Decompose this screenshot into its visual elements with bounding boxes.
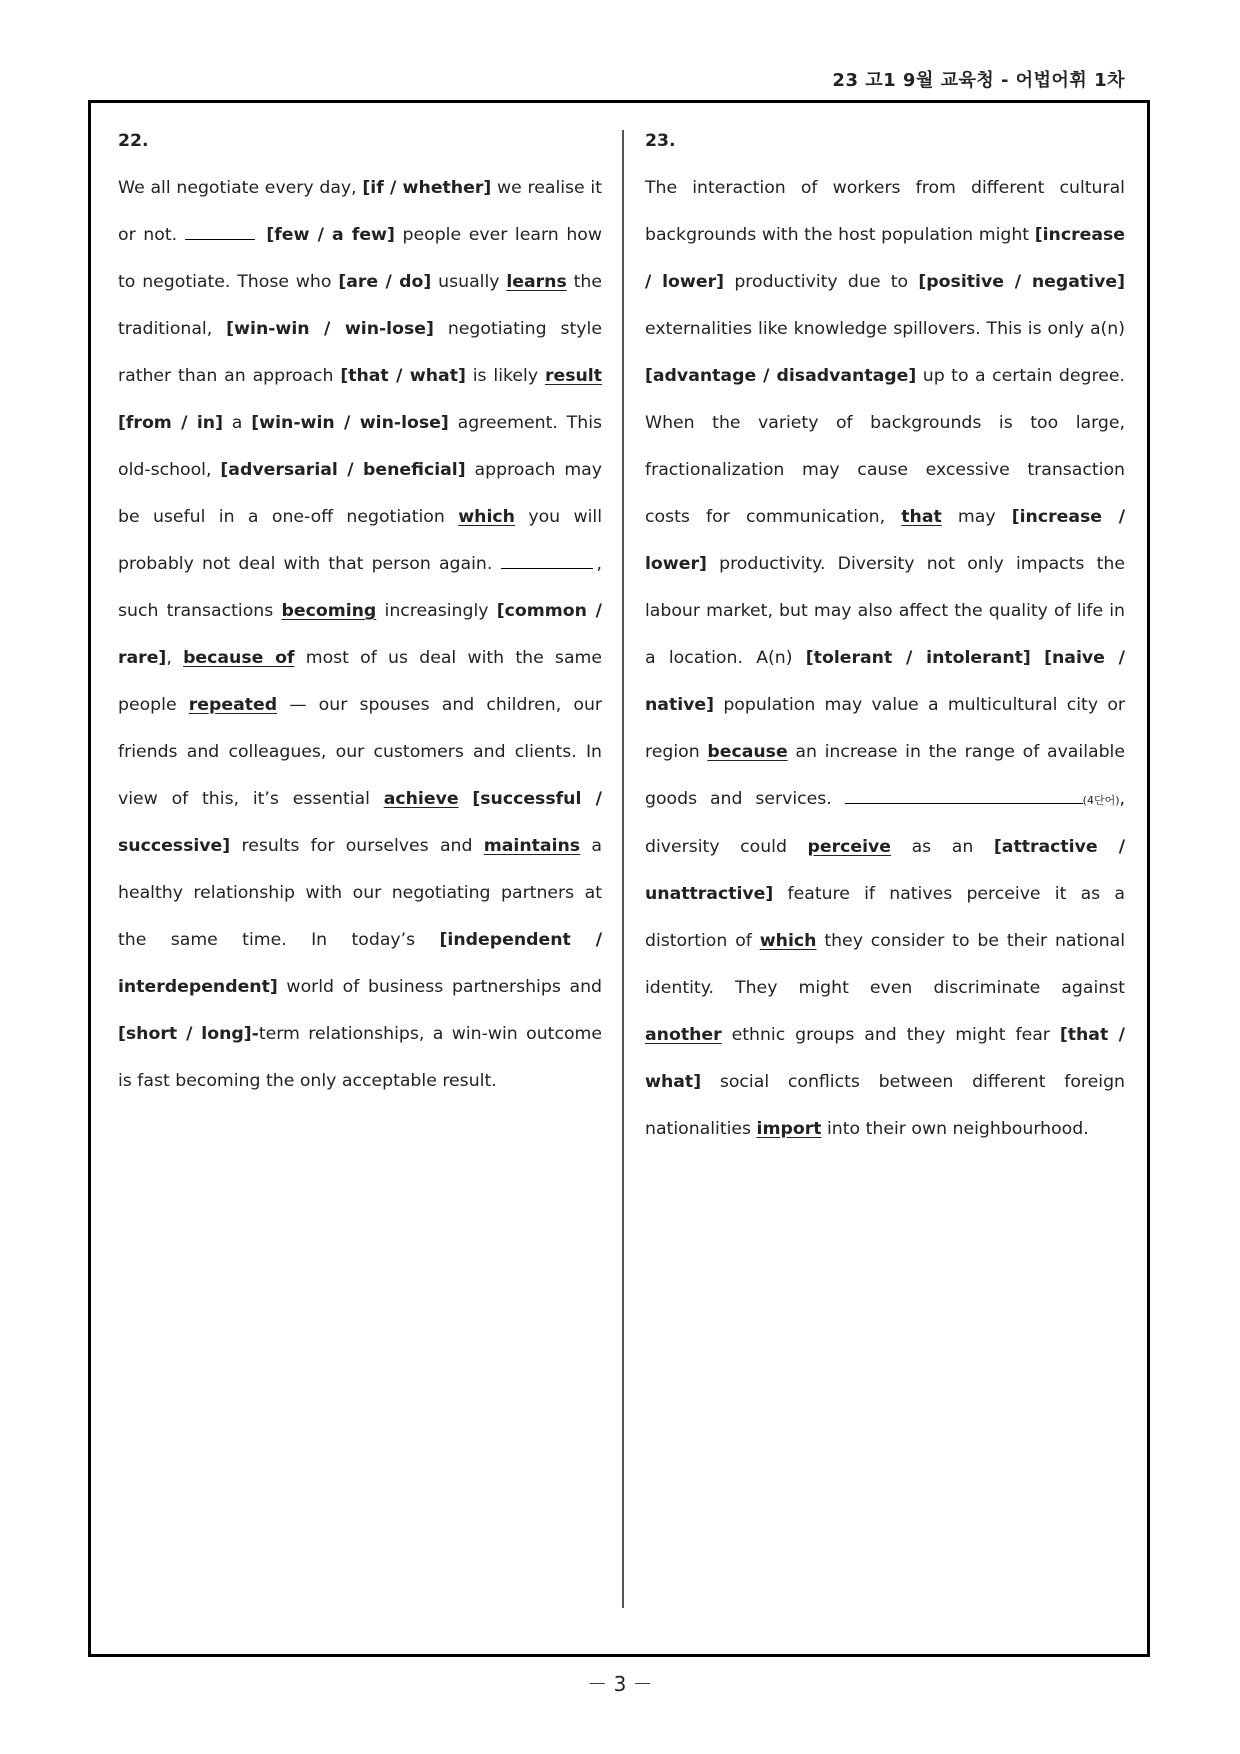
passage-text: approach may be useful in a one-off negotiation	[118, 460, 602, 527]
passage-text: may	[941, 507, 1012, 527]
passage-text: a healthy relationship with our negotiating partners at the same time. In today’s	[118, 836, 602, 950]
choice-bracket: [that / what]	[340, 366, 466, 386]
choice-bracket: [few / a few]	[266, 225, 395, 245]
choice-bracket: [tolerant / intolerant]	[805, 648, 1031, 668]
underlined-word: because of	[183, 648, 295, 668]
passage-text: increasingly	[376, 601, 497, 621]
word-count-hint: (4단어)	[1082, 794, 1120, 807]
question-23	[645, 118, 1125, 1153]
choice-bracket: [short / long]-	[118, 1024, 259, 1044]
choice-bracket: [increase / lower]	[645, 507, 1126, 574]
passage-text: feature if natives perceive it as a distortion of	[645, 884, 1125, 951]
choice-bracket: [win-win / win-lose]	[226, 319, 434, 339]
passage-text: negotiating style rather than an approach	[118, 319, 602, 386]
passage-text: the traditional,	[118, 272, 602, 339]
passage-text: as an	[891, 837, 994, 857]
passage-text: , diversity could	[645, 789, 1125, 857]
underlined-word: that	[901, 507, 942, 527]
underlined-word: another	[645, 1025, 722, 1045]
passage-text: world of business partnerships and	[277, 977, 602, 997]
choice-bracket: [advantage / disadvantage]	[645, 366, 917, 386]
passage-text: term relationships, a win-win outcome is fast becoming the only acceptable result.	[118, 1024, 602, 1091]
passage-text: a	[222, 413, 252, 433]
passage-text: ,	[166, 648, 184, 668]
question-22-passage	[118, 165, 602, 1105]
passage-text: externalities like knowledge spillovers. This is only a(n)	[645, 319, 1125, 339]
passage-text: you will probably not deal with that person again.	[118, 507, 603, 574]
choice-bracket: [adversarial / beneficial]	[220, 460, 466, 480]
question-number: 22.	[118, 131, 149, 151]
passage-text: social conflicts between different foreign nationalities	[645, 1072, 1125, 1139]
passage-text: we realise it or not.	[118, 178, 602, 245]
question-number: 23.	[645, 131, 676, 151]
choice-bracket: [positive / negative]	[918, 272, 1125, 292]
choice-bracket: [independent / interdependent]	[118, 930, 603, 997]
passage-text: results for ourselves and	[230, 836, 484, 856]
passage-text: The interaction of workers from different cultural backgrounds with the host population might	[645, 178, 1125, 245]
choice-bracket: [that / what]	[645, 1025, 1125, 1092]
answer-blank	[845, 785, 1083, 804]
column-divider	[622, 130, 624, 1608]
passage-text: most of us deal with the same people	[118, 648, 602, 715]
choice-bracket: [if / whether]	[362, 178, 492, 198]
underlined-word: because	[707, 742, 788, 762]
underlined-word: import	[756, 1119, 822, 1139]
passage-text	[1031, 648, 1044, 668]
answer-blank	[501, 550, 593, 569]
passage-text: they consider to be their national identity. They might even discriminate against	[645, 931, 1125, 998]
passage-text: productivity. Diversity not only impacts the labour market, but may also affect the quality of life in a location. A(n)	[645, 554, 1125, 668]
page-number: － 3 －	[587, 1672, 653, 1696]
underlined-word: maintains	[483, 836, 581, 856]
underlined-word: repeated	[188, 695, 278, 715]
underlined-word: result	[544, 366, 602, 386]
question-22	[118, 118, 602, 1105]
underlined-word: learns	[506, 272, 567, 292]
choice-bracket: [from / in]	[118, 413, 223, 433]
underlined-word: perceive	[807, 837, 892, 857]
choice-bracket: [win-win / win-lose]	[251, 413, 449, 433]
choice-bracket: [attractive / unattractive]	[645, 837, 1126, 904]
passage-text: We all negotiate every day,	[118, 178, 363, 198]
underlined-word: which	[759, 931, 817, 951]
underlined-word: becoming	[281, 601, 377, 621]
passage-text: — our spouses and children, our friends and colleagues, our customers and clients. In view of this, it’s essential	[118, 695, 602, 809]
answer-blank	[185, 221, 255, 240]
question-23-passage	[645, 165, 1125, 1153]
passage-text: up to a certain degree. When the variety of backgrounds is too large, fractionalization may cause excessive transaction costs for communication,	[645, 366, 1125, 527]
passage-text: ethnic groups and they might fear	[721, 1025, 1060, 1045]
passage-text: is likely	[465, 366, 545, 386]
page-header-title: 23 고1 9월 교육청 - 어법어휘 1차	[832, 70, 1125, 91]
underlined-word: which	[458, 507, 515, 527]
passage-text: productivity due to	[724, 272, 919, 292]
choice-bracket: [are / do]	[338, 272, 432, 292]
passage-text: usually	[431, 272, 507, 292]
passage-text: an increase in the range of available goods and services.	[645, 742, 1125, 809]
passage-text: agreement. This old-school,	[118, 413, 602, 480]
passage-text: people ever learn how to negotiate. Those who	[118, 225, 602, 292]
passage-text: into their own neighbourhood.	[821, 1119, 1089, 1139]
underlined-word: achieve	[383, 789, 459, 809]
passage-text: population may value a multicultural city or region	[645, 695, 1125, 762]
passage-text: , such transactions	[118, 554, 602, 621]
choice-bracket: [increase / lower]	[645, 225, 1125, 292]
choice-bracket: [common / rare]	[118, 601, 602, 668]
choice-bracket: [successful / successive]	[118, 789, 602, 856]
passage-text	[459, 789, 473, 809]
choice-bracket: [naive / native]	[645, 648, 1125, 715]
